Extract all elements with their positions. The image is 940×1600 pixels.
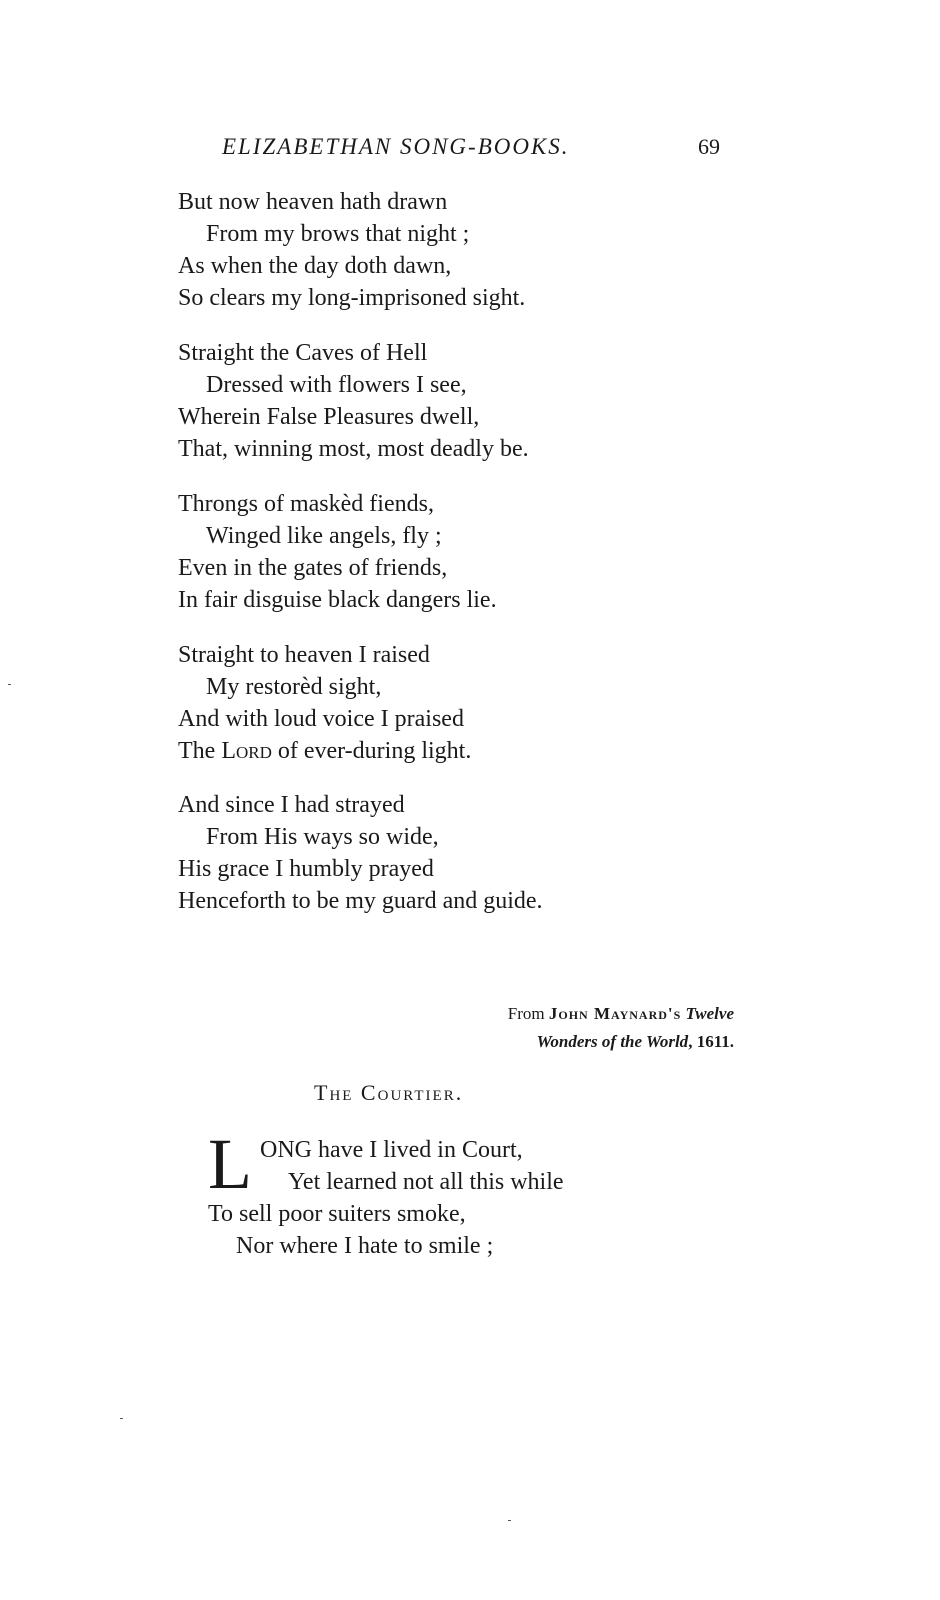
verse-line: To sell poor suiters smoke, (208, 1201, 466, 1227)
verse-line: My restorèd sight, (206, 674, 382, 700)
scan-speck (8, 684, 11, 685)
verse-line: Throngs of maskèd fiends, (178, 491, 434, 517)
scan-speck (508, 1520, 511, 1521)
verse-line: So clears my long-imprisoned sight. (178, 285, 526, 311)
verse-line: And with loud voice I praised (178, 706, 464, 732)
verse-line: Winged like angels, fly ; (206, 523, 442, 549)
attribution-line-2 (394, 1028, 734, 1056)
verse-line: That, winning most, most deadly be. (178, 436, 529, 462)
stanza-3 (178, 488, 497, 616)
attribution-title-part1: Twelve (685, 1004, 734, 1023)
attribution-prefix: From (507, 1004, 545, 1023)
verse-line: Yet learned not all this while (288, 1169, 564, 1195)
drop-cap: L (208, 1124, 252, 1204)
verse-line: But now heaven hath drawn (178, 189, 448, 215)
verse-line: Nor where I hate to smile ; (236, 1233, 494, 1259)
verse-line: From His ways so wide, (206, 824, 439, 850)
stanza-5 (178, 789, 543, 917)
page-number: 69 (698, 134, 720, 159)
small-caps-word: Lord (221, 738, 272, 764)
verse-line: As when the day doth dawn, (178, 253, 452, 279)
attribution-title-part2: Wonders of the World (536, 1032, 689, 1051)
attribution-author: John Maynard's (548, 1004, 682, 1023)
stanza-2 (178, 337, 529, 465)
attribution-line-1 (394, 1000, 734, 1028)
stanza-4 (178, 639, 471, 767)
verse-line: His grace I humbly prayed (178, 856, 434, 882)
courtier-poem (208, 1124, 564, 1262)
verse-line: Straight the Caves of Hell (178, 340, 428, 366)
running-title: ELIZABETHAN SONG-BOOKS. (222, 134, 570, 159)
source-attribution (394, 1000, 734, 1056)
verse-line: And since I had strayed (178, 792, 405, 818)
stanza-1 (178, 186, 525, 314)
verse-line: From my brows that night ; (206, 221, 470, 247)
verse-line: Henceforth to be my guard and guide. (178, 888, 543, 914)
verse-line: Straight to heaven I raised (178, 642, 430, 668)
scan-speck (120, 1418, 123, 1419)
verse-line: Wherein False Pleasures dwell, (178, 404, 480, 430)
verse-line: The Lord of ever-during light. (178, 738, 472, 764)
attribution-year: , 1611. (688, 1032, 734, 1051)
verse-line: In fair disguise black dangers lie. (178, 587, 497, 613)
verse-line: Dressed with flowers I see, (206, 372, 467, 398)
verse-line: ONG have I lived in Court, (260, 1137, 523, 1163)
poem-title: The Courtier. (314, 1080, 464, 1105)
verse-line: Even in the gates of friends, (178, 555, 448, 581)
